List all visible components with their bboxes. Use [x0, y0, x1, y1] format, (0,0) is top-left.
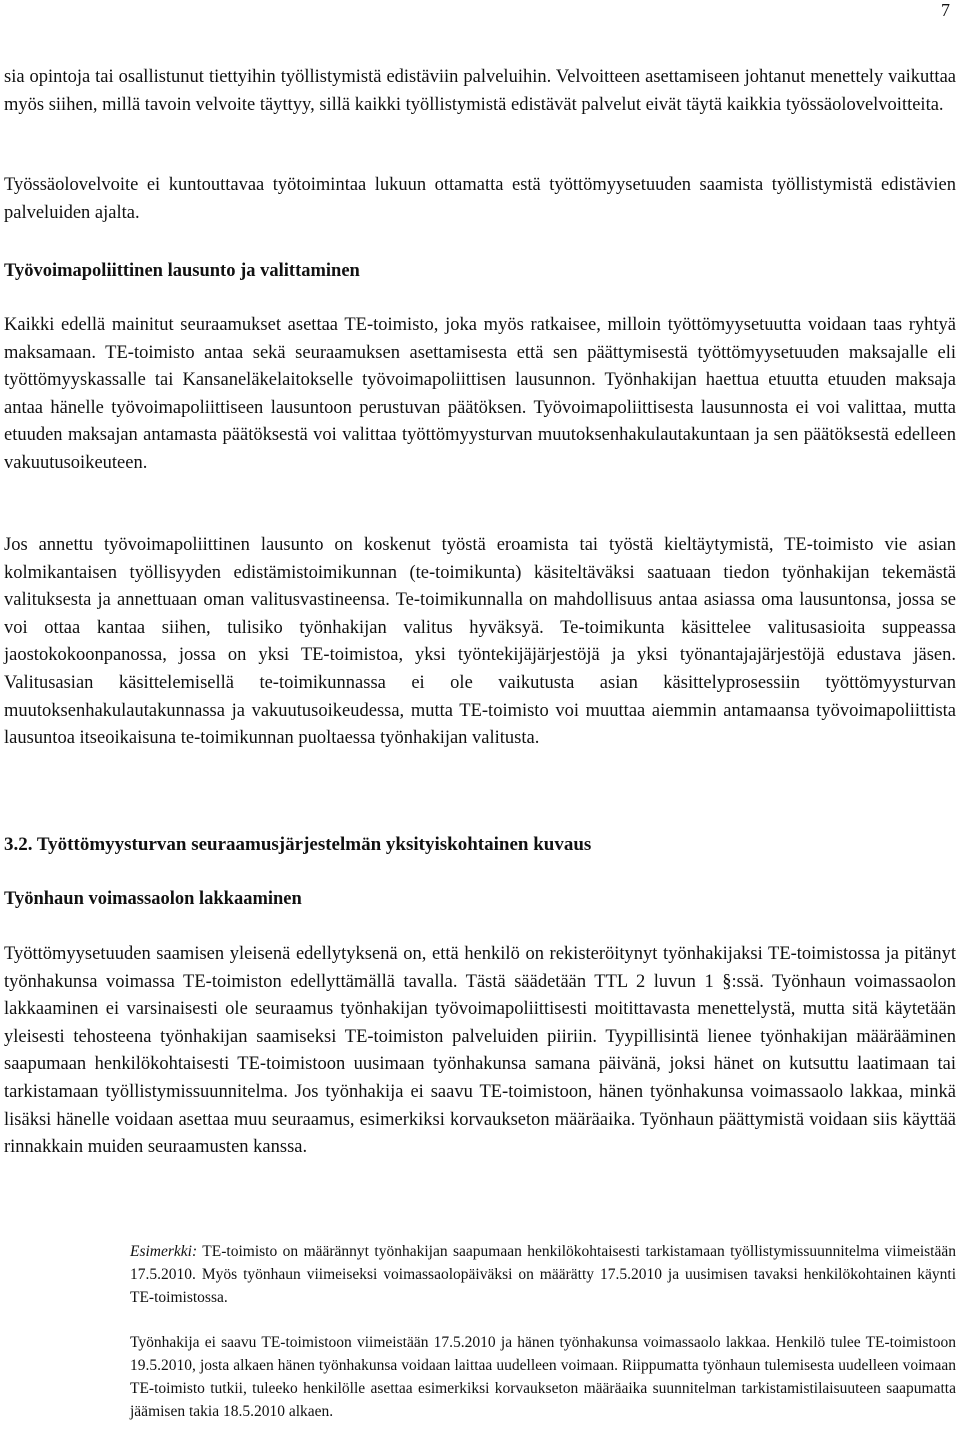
paragraph-job-search [4, 941, 956, 1162]
paragraph-te-committee [4, 532, 956, 753]
subheading-job-search-expiry: Työnhaun voimassaolon lakkaaminen [4, 889, 302, 909]
paragraph-text: Kaikki edellä mainitut seuraamukset asettaa TE-toimisto, joka myös ratkaisee, milloin työttömyysetuutta voidaan taas ryhtyä maksamaan. TE-toimisto antaa sekä seuraamuksen asettamisesta että sen päättymisestä työttömyysetuuden maksajalle eli työttömyyskassalle tai Kansaneläkelaitokselle työvoimapoliittisen lausunnon. Työnhakijan haettua etuutta etuuden maksaja antaa hänelle työvoimapoliittiseen lausuntoon perustuvan päätöksen. Työvoimapoliittisesta lausunnosta ei voi valittaa, mutta etuuden maksajan antamasta päätöksestä voi valittaa työttömyysturvan muutoksenhakulautakuntaan ja sen päätöksestä edelleen vakuutusoikeuteen. [4, 315, 956, 473]
example-text: Työnhakija ei saavu TE-toimistoon viimeistään 17.5.2010 ja hänen työnhakunsa voimassaolo lakkaa. Henkilö tulee TE-toimistoon 19.5.2010, josta alkaen hänen työnhakunsa voidaan laittaa uudelleen voimaan. Riippumatta työnhaun tulemisesta uudelleen voimaan TE-toimisto tutkii, tuleeko henkilölle asettaa esimerkiksi korvaukseton määräaika suunnitelman tarkistamistilaisuuteen saapumatta jäämisen takia 18.5.2010 alkaen. [130, 1334, 956, 1421]
paragraph-text: Työttömyysetuuden saamisen yleisenä edellytyksenä on, että henkilö on rekisteröitynyt työnhakijaksi TE-toimistossa ja pitänyt työnhakunsa voimassa TE-toimiston edellyttämällä tavalla. Tästä säädetään TTL 2 luvun 1 §:ssä. Työnhaun voimassaolon lakkaaminen ei varsinaisesti ole seuraamus työnhakijan työvoimapoliittisesti moitittavasta menettelystä, mutta sitä käytetään yleisesti tehosteena työnhakijan saamiseksi TE-toimiston palveluiden piiriin. Tyypillisintä lienee työnhakijan määrääminen saapumaan henkilökohtaisesti TE-toimistoon uusimaan työnhakunsa samana päivänä, joksi hänet on kutsuttu laatimaan tai tarkistamaan työllistymissuunnitelma. Jos työnhakija ei saavu TE-toimistoon, hänen työnhakunsa voimassaolo lakkaa, minkä lisäksi hänelle voidaan asettaa muu seuraamus, esimerkiksi korvaukseton määräaika. Työnhaun päättymistä voidaan siis käyttää rinnakkain muiden seuraamusten kanssa. [4, 944, 956, 1158]
paragraph-text: Jos annettu työvoimapoliittinen lausunto on koskenut työstä eroamista tai työstä kieltäytymistä, TE-toimisto vie asian kolmikantaisen työllisyyden edistämistoimikunnan (te-toimikunta) käsiteltäväksi saatuaan tiedon työnhakijan tekemästä valituksesta ja annettuaan oman valitusvastineensa. Te-toimikunnalla on mahdollisuus antaa asiassa oma lausuntonsa, jossa se voi ottaa kantaa siihen, tulisiko työnhakijan valitus hyväksyä. Te-toimikunta käsittelee valitusasioita suppeassa jaostokokoonpanossa, jossa on yksi TE-toimistoa, yksi työntekijäjärjestöjä ja yksi työnantajajärjestöjä edustava jäsen. Valitusasian käsittelemisellä te-toimikunnassa ei ole vaikutusta asian käsittelyprosessiin työttömyysturvan muutoksenhakulautakunnassa ja vakuutusoikeudessa, mutta TE-toimisto voi muuttaa aiemmin antamaansa työvoimapoliittista lausuntoa itseoikaisuna te-toimikunnan puoltaessa työnhakijan valitusta. [4, 535, 956, 749]
paragraph-text: sia opintoja tai osallistunut tiettyihin työllistymistä edistäviin palveluihin. Velvoitteen asettamiseen johtanut menettely vaikuttaa myös siihen, millä tavoin velvoite täyttyy, sillä kaikki työllistymistä edistävät palvelut eivät täytä kaikkia työssäolovelvoitteita. [4, 67, 956, 115]
example-block-2 [130, 1331, 956, 1423]
example-block-1 [130, 1240, 956, 1309]
example-text: TE-toimisto on määrännyt työnhakijan saapumaan henkilökohtaisesti tarkistamaan työllistymissuunnitelma viimeistään 17.5.2010. Myös työnhaun viimeiseksi voimassaolopäiväksi on määrätty 17.5.2010 ja uusimisen tavaksi henkilökohtainen käynti TE-toimistossa. [130, 1243, 956, 1307]
example-label: Esimerkki: [130, 1243, 198, 1260]
subheading-statement-appeal: Työvoimapoliittinen lausunto ja valittaminen [4, 261, 360, 281]
paragraph-text: Työssäolovelvoite ei kuntouttavaa työtoimintaa lukuun ottamatta estä työttömyysetuuden saamista työllistymistä edistävien palveluiden ajalta. [4, 175, 956, 223]
paragraph-work-requirement [4, 172, 956, 227]
page-number: 7 [941, 0, 950, 20]
paragraph-continuation [4, 64, 956, 119]
section-heading: 3.2. Työttömyysturvan seuraamusjärjestelmän yksityiskohtainen kuvaus [4, 834, 592, 855]
paragraph-statement [4, 312, 956, 478]
